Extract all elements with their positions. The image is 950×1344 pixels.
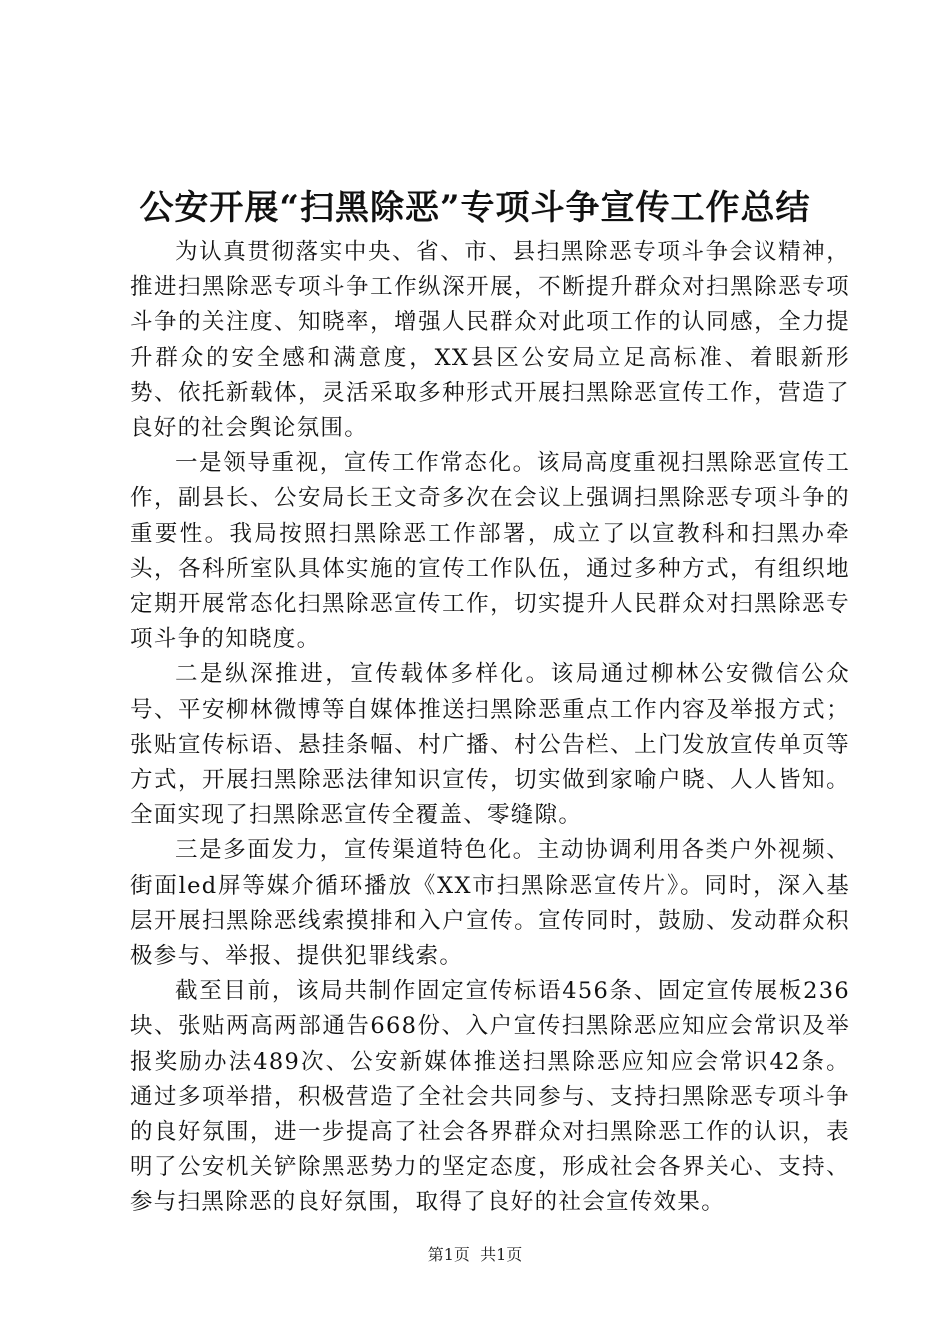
document-body (130, 235, 850, 1221)
page-number-current: 第1页 (427, 1245, 470, 1264)
paragraph-leadership: 一是领导重视，宣传工作常态化。该局高度重视扫黑除恶宣传工作，副县长、公安局长王文奇多次在会议上强调扫黑除恶专项斗争的重要性。我局按照扫黑除恶工作部署，成立了以宣教科和扫黑办牵头，各科所室队具体实施的宣传工作队伍，通过多种方式，有组织地定期开展常态化扫黑除恶宣传工作，切实提升人民群众对扫黑除恶专项斗争的知晓度。 (130, 450, 850, 653)
page-number-total: 共1页 (480, 1245, 523, 1264)
document-title: 公安开展“扫黑除恶”专项斗争宣传工作总结 (139, 188, 811, 228)
paragraph-intro: 为认真贯彻落实中央、省、市、县扫黑除恶专项斗争会议精神，推进扫黑除恶专项斗争工作纵深开展，不断提升群众对扫黑除恶专项斗争的关注度、知晓率，增强人民群众对此项工作的认同感，全力提升群众的安全感和满意度，XX县区公安局立足高标准、着眼新形势、依托新载体，灵活采取多种形式开展扫黑除恶宣传工作，营造了良好的社会舆论氛围。 (130, 239, 850, 442)
paragraph-carriers: 二是纵深推进，宣传载体多样化。该局通过柳林公安微信公众号、平安柳林微博等自媒体推送扫黑除恶重点工作内容及举报方式；张贴宣传标语、悬挂条幅、村广播、村公告栏、上门发放宣传单页等方式，开展扫黑除恶法律知识宣传，切实做到家喻户晓、人人皆知。全面实现了扫黑除恶宣传全覆盖、零缝隙。 (130, 661, 850, 829)
page-footer (0, 1244, 950, 1266)
paragraph-results: 截至目前，该局共制作固定宣传标语456条、固定宣传展板236块、张贴两高两部通告668份、入户宣传扫黑除恶应知应会常识及举报奖励办法489次、公安新媒体推送扫黑除恶应知应会常识42条。通过多项举措，积极营造了全社会共同参与、支持扫黑除恶专项斗争的良好氛围，进一步提高了社会各界群众对扫黑除恶工作的认识，表明了公安机关铲除黑恶势力的坚定态度，形成社会各界关心、支持、参与扫黑除恶的良好氛围，取得了良好的社会宣传效果。 (130, 978, 850, 1216)
paragraph-channels: 三是多面发力，宣传渠道特色化。主动协调利用各类户外视频、街面led屏等媒介循环播放《XX市扫黑除恶宣传片》。同时，深入基层开展扫黑除恶线索摸排和入户宣传。宣传同时，鼓励、发动群众积极参与、举报、提供犯罪线索。 (130, 837, 850, 970)
